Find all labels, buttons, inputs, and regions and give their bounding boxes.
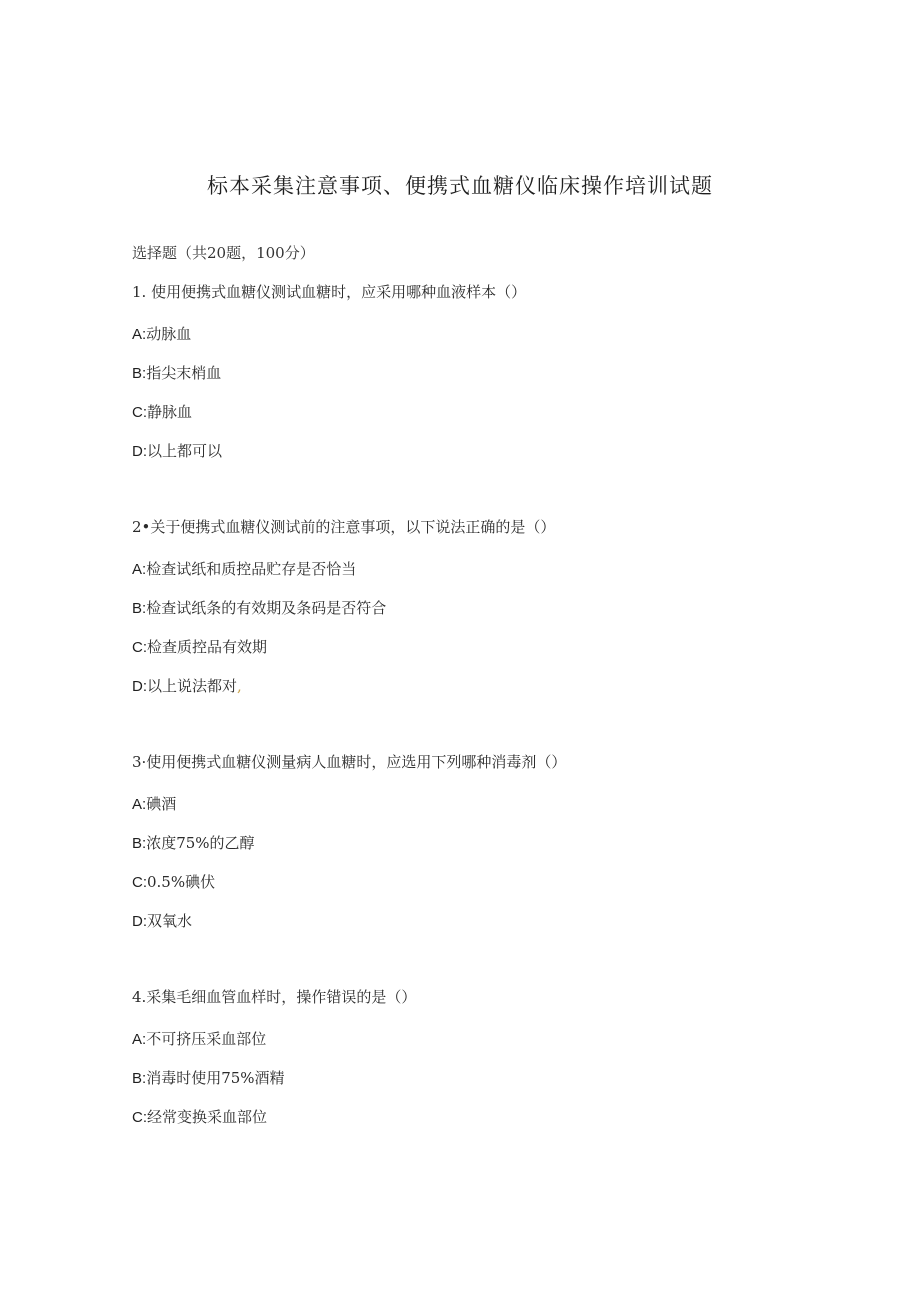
option-letter: B: [132, 600, 147, 617]
option-text: 以上说法都对 [147, 677, 238, 695]
question-3 [132, 752, 566, 931]
option-text: 静脉血 [147, 403, 193, 421]
document-title: 标本采集注意事项、便携式血糖仪临床操作培训试题 [207, 174, 713, 198]
option-text: 经常变换采血部位 [147, 1108, 268, 1126]
option-d [132, 911, 566, 931]
option-letter: C: [132, 639, 147, 656]
option-letter: A: [132, 796, 147, 813]
option-a [132, 794, 566, 814]
option-b [132, 363, 526, 383]
section-header: 选择题（共20题，100分） [132, 244, 315, 262]
option-text: 以上都可以 [147, 442, 223, 460]
question-1 [132, 282, 526, 461]
option-letter: C: [132, 1109, 147, 1126]
option-d [132, 441, 526, 461]
option-letter: A: [132, 561, 147, 578]
option-letter: C: [132, 874, 147, 891]
option-a [132, 559, 555, 579]
option-text: 0.5%碘伏 [147, 873, 216, 891]
option-text: 浓度75%的乙醇 [146, 834, 255, 852]
option-text: 检查试纸条的有效期及条码是否符合 [146, 599, 387, 617]
option-letter: B: [132, 365, 147, 382]
option-a [132, 1029, 416, 1049]
option-letter: A: [132, 326, 147, 343]
question-stem: 1. 使用便携式血糖仪测试血糖时，应采用哪种血液样本（） [132, 283, 527, 301]
option-b [132, 598, 555, 618]
question-stem: 4.采集毛细血管血样时，操作错误的是（） [132, 988, 417, 1006]
option-letter: D: [132, 443, 147, 460]
option-letter: B: [132, 1070, 147, 1087]
option-c [132, 637, 555, 657]
question-stem: 2•关于便携式血糖仪测试前的注意事项，以下说法正确的是（） [132, 518, 556, 536]
question-2 [132, 517, 555, 696]
option-text: 碘酒 [146, 795, 177, 813]
option-text: 检查试纸和质控品贮存是否恰当 [146, 560, 357, 578]
option-c [132, 872, 566, 892]
option-b [132, 1068, 416, 1088]
option-letter: A: [132, 1031, 147, 1048]
question-stem: 3·使用便携式血糖仪测量病人血糖时，应选用下列哪种消毒剂（） [132, 753, 567, 771]
option-letter: D: [132, 913, 147, 930]
question-4 [132, 987, 416, 1127]
trailing-mark: , [237, 677, 242, 695]
option-text: 不可挤压采血部位 [146, 1030, 267, 1048]
option-letter: B: [132, 835, 147, 852]
option-c [132, 1107, 416, 1127]
option-text: 双氧水 [147, 912, 193, 930]
option-d [132, 676, 555, 696]
option-text: 检查质控品有效期 [147, 638, 268, 656]
option-letter: D: [132, 678, 147, 695]
option-c [132, 402, 526, 422]
option-text: 指尖末梢血 [146, 364, 222, 382]
option-text: 消毒时使用75%酒精 [146, 1069, 285, 1087]
option-b [132, 833, 566, 853]
option-text: 动脉血 [146, 325, 192, 343]
option-a [132, 324, 526, 344]
option-letter: C: [132, 404, 147, 421]
